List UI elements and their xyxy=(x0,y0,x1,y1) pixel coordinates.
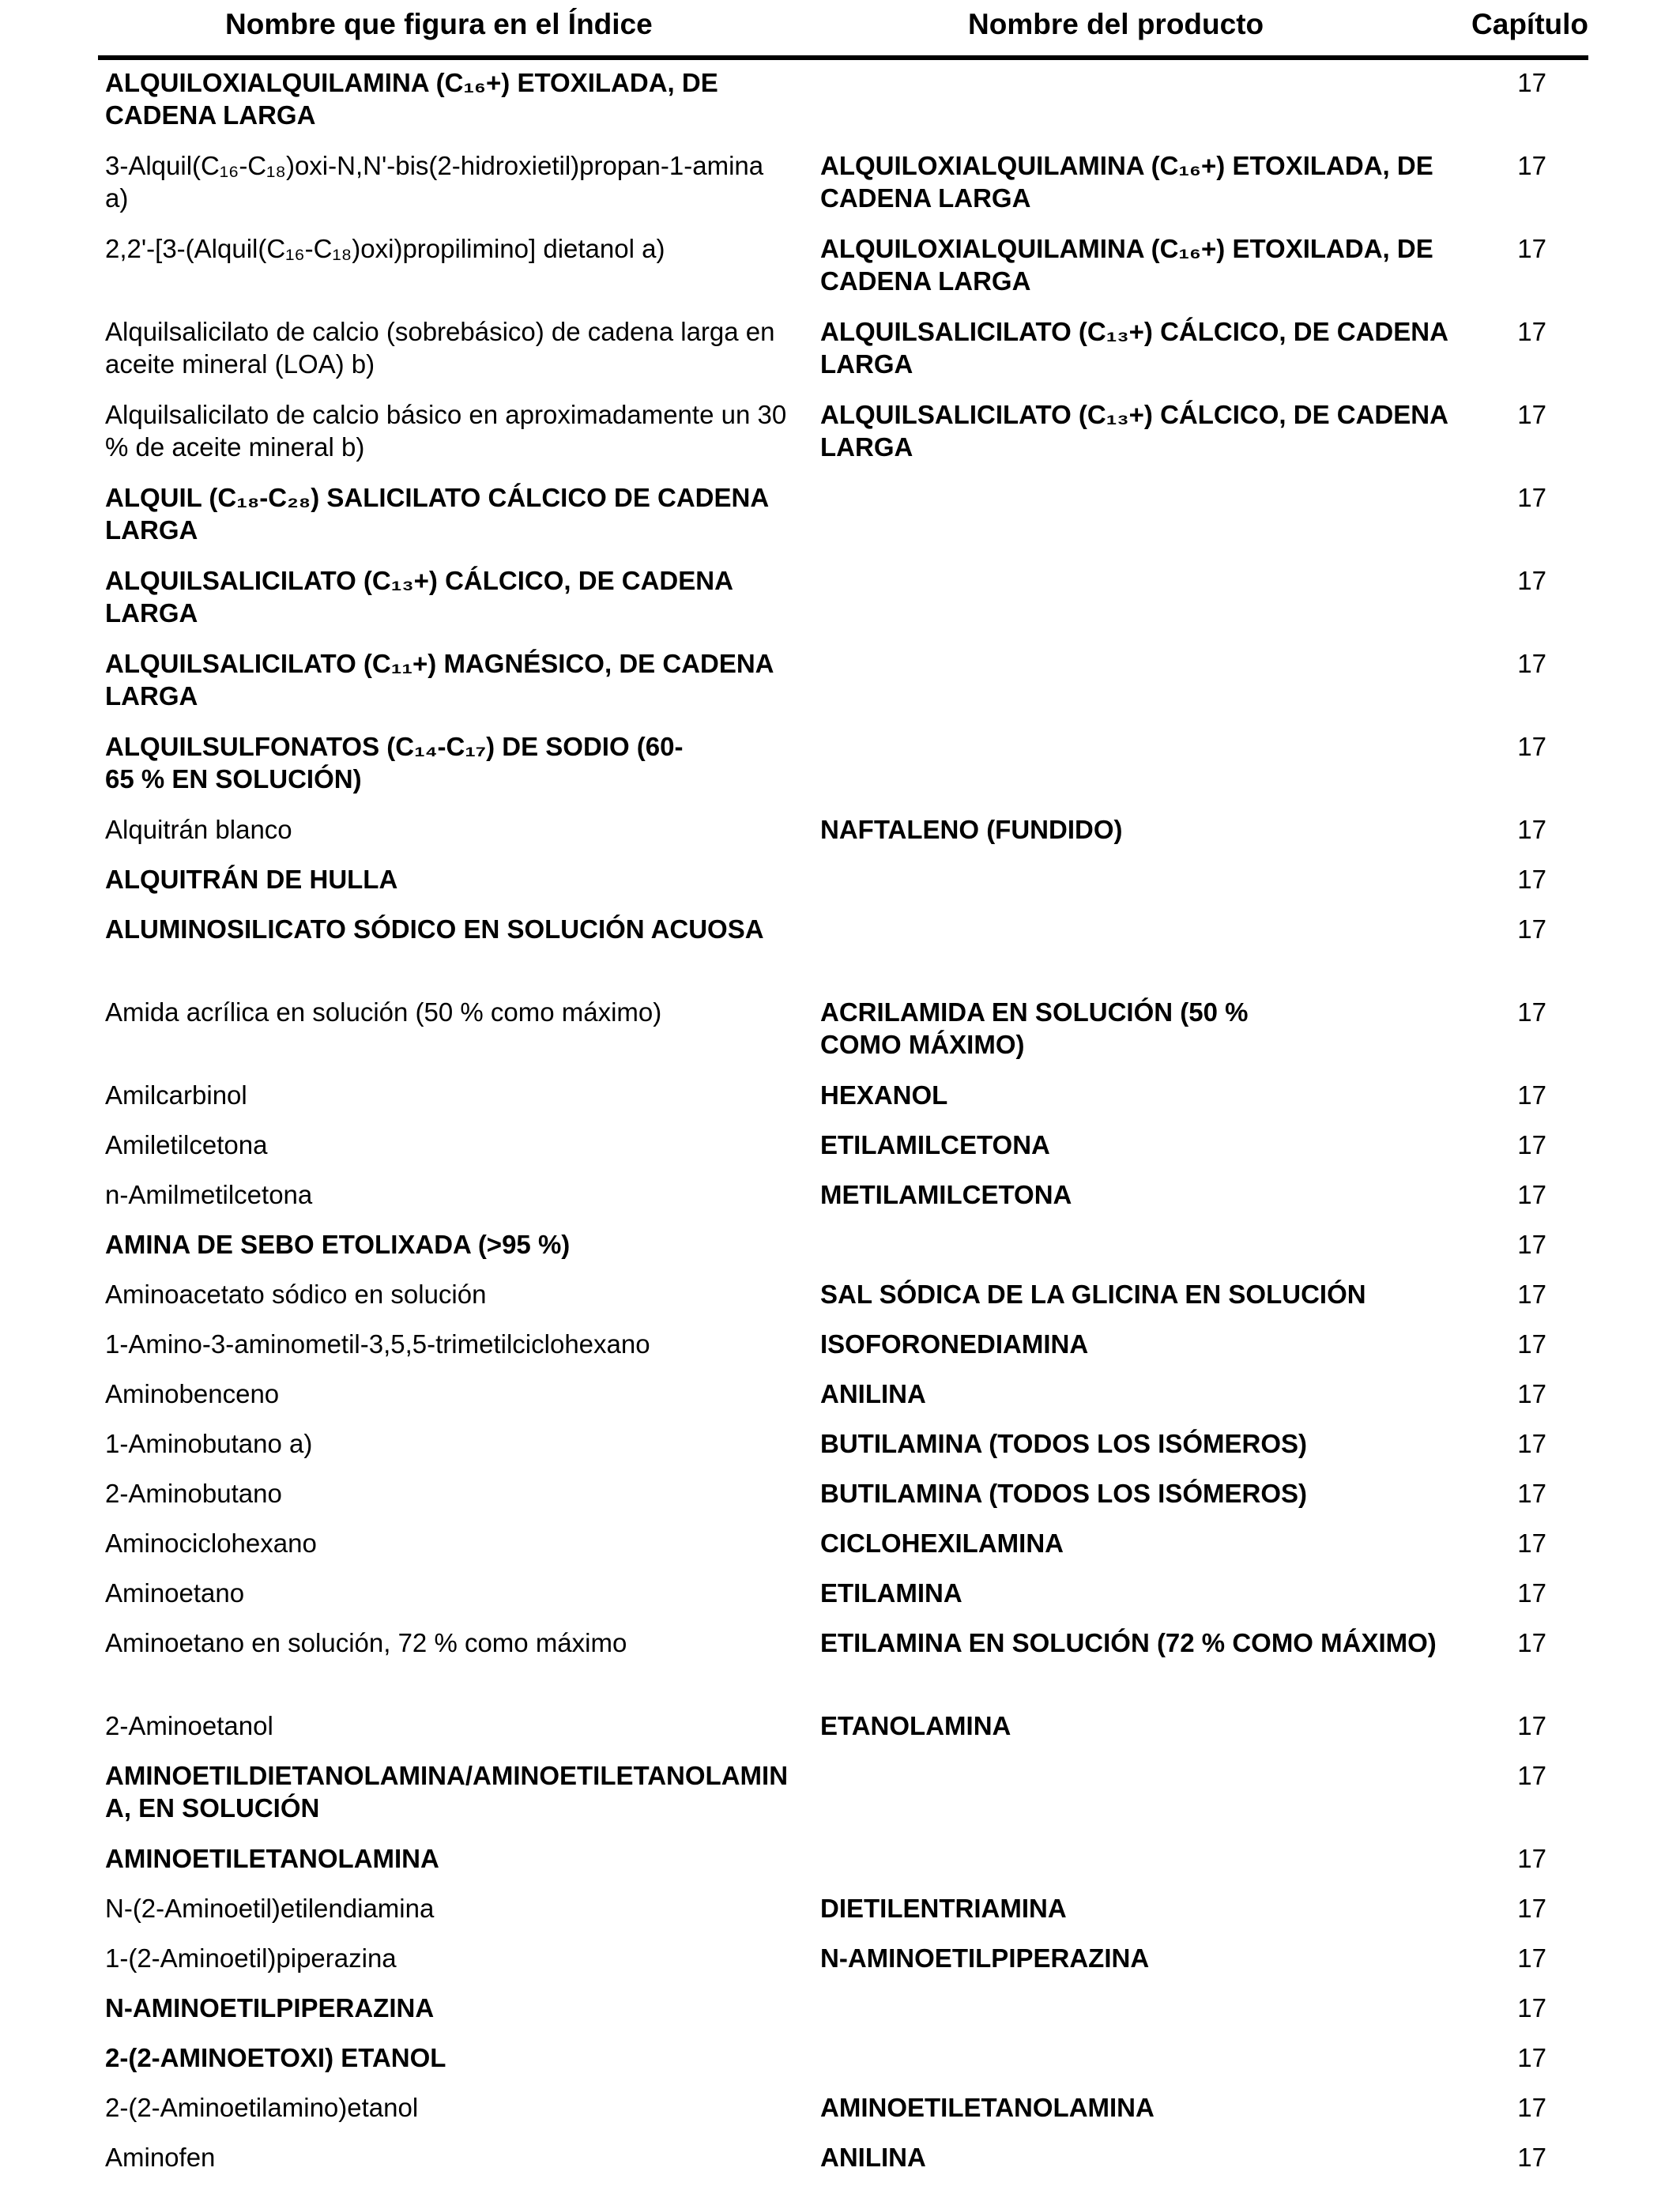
table-row xyxy=(95,1886,1588,1936)
table-row xyxy=(95,1222,1588,1272)
index-name: 2-(2-AMINOETOXI) ETANOL xyxy=(105,2043,446,2072)
table-row xyxy=(95,309,1588,392)
table-row xyxy=(95,1936,1588,1985)
chapter-number: 17 xyxy=(1517,1844,1546,1873)
chapter-number: 17 xyxy=(1517,649,1546,678)
chapter-number: 17 xyxy=(1517,1379,1546,1408)
table-row xyxy=(95,724,1588,807)
index-name: 2-Aminobutano xyxy=(105,1479,282,1508)
table-row xyxy=(95,1703,1588,1753)
table-row xyxy=(95,60,1588,143)
table-row xyxy=(95,2035,1588,2085)
product-name: ALQUILOXIALQUILAMINA (C₁₆+) ETOXILADA, DE CADENA LARGA xyxy=(820,234,1433,296)
table-row xyxy=(95,857,1588,907)
chapter-number: 17 xyxy=(1517,1993,1546,2022)
product-name: SAL SÓDICA DE LA GLICINA EN SOLUCIÓN xyxy=(820,1280,1366,1309)
product-name: ETANOLAMINA xyxy=(820,1711,1011,1740)
chapter-number: 17 xyxy=(1517,1711,1546,1740)
product-name: AMINOETILETANOLAMINA xyxy=(820,2093,1155,2122)
index-name xyxy=(105,66,793,131)
table-row xyxy=(95,1753,1588,1836)
chapter-number: 17 xyxy=(1517,1130,1546,1159)
table-row xyxy=(95,1272,1588,1321)
table-header xyxy=(95,0,1588,55)
product-name: METILAMILCETONA xyxy=(820,1180,1072,1209)
index-name: Aminoetano xyxy=(105,1578,245,1608)
chapter-number: 17 xyxy=(1517,1761,1546,1790)
table-row xyxy=(95,1570,1588,1620)
chapter-number: 17 xyxy=(1517,1943,1546,1973)
index-table xyxy=(95,0,1588,2185)
table-row xyxy=(95,1172,1588,1222)
index-name: AMINA DE SEBO ETOLIXADA (>95 %) xyxy=(105,1230,571,1259)
chapter-number: 17 xyxy=(1517,483,1546,512)
chapter-number: 17 xyxy=(1517,2093,1546,2122)
table-body xyxy=(95,60,1588,2185)
product-name: ETILAMILCETONA xyxy=(820,1130,1050,1159)
product-name: HEXANOL xyxy=(820,1080,948,1110)
table-row xyxy=(95,1122,1588,1172)
chapter-number: 17 xyxy=(1517,1080,1546,1110)
chapter-number: 17 xyxy=(1517,1180,1546,1209)
chapter-number: 17 xyxy=(1517,1429,1546,1458)
product-name: BUTILAMINA (TODOS LOS ISÓMEROS) xyxy=(820,1479,1307,1508)
header-index-name: Nombre que figura en el Índice xyxy=(225,8,653,40)
product-name: ALQUILOXIALQUILAMINA (C₁₆+) ETOXILADA, DE CADENA LARGA xyxy=(820,151,1433,213)
index-name-text: ALQUILOXIALQUILAMINA (C₁₆+) ETOXILADA, DE CADENA LARGA xyxy=(105,68,718,130)
product-name: NAFTALENO (FUNDIDO) xyxy=(820,815,1123,844)
table-row xyxy=(95,2085,1588,2135)
chapter-number: 17 xyxy=(1517,732,1546,761)
table-row xyxy=(95,392,1588,475)
index-name: Aminoetano en solución, 72 % como máximo xyxy=(105,1628,627,1657)
header-product-name: Nombre del producto xyxy=(968,8,1264,40)
header-chapter: Capítulo xyxy=(1471,8,1588,40)
chapter-number: 17 xyxy=(1517,1230,1546,1259)
index-name: ALQUITRÁN DE HULLA xyxy=(105,865,398,894)
table-row xyxy=(95,1985,1588,2035)
product-name: DIETILENTRIAMINA xyxy=(820,1894,1067,1923)
chapter-number: 17 xyxy=(1517,1529,1546,1558)
table-row xyxy=(95,1421,1588,1471)
index-name: 1-Amino-3-aminometil-3,5,5-trimetilciclohexano xyxy=(105,1329,650,1359)
index-name: Alquilsalicilato de calcio básico en aproximadamente un 30 % de aceite mineral b) xyxy=(105,400,787,462)
index-name: Alquilsalicilato de calcio (sobrebásico) de cadena larga en aceite mineral (LOA) b) xyxy=(105,317,775,379)
index-name: Aminociclohexano xyxy=(105,1529,317,1558)
product-name: ISOFORONEDIAMINA xyxy=(820,1329,1089,1359)
index-name: 1-Aminobutano a) xyxy=(105,1429,313,1458)
index-name: ALQUILSALICILATO (C₁₁+) MAGNÉSICO, DE CADENA LARGA xyxy=(105,649,774,711)
chapter-number: 17 xyxy=(1517,1479,1546,1508)
index-name: 2,2'-[3-(Alquil(C₁₆-C₁₈)oxi)propilimino] dietanol a) xyxy=(105,234,665,263)
index-name: Amilcarbinol xyxy=(105,1080,247,1110)
index-name: Amida acrílica en solución (50 % como máximo) xyxy=(105,997,662,1027)
table-row xyxy=(95,226,1588,309)
product-name: N-AMINOETILPIPERAZINA xyxy=(820,1943,1150,1973)
index-name: ALQUILSULFONATOS (C₁₄-C₁₇) DE SODIO (60-65 % EN SOLUCIÓN) xyxy=(105,732,684,794)
chapter-number: 17 xyxy=(1517,566,1546,595)
product-name: ALQUILSALICILATO (C₁₃+) CÁLCICO, DE CADENA LARGA xyxy=(820,400,1448,462)
chapter-number: 17 xyxy=(1517,2043,1546,2072)
index-name: AMINOETILETANOLAMINA xyxy=(105,1844,439,1873)
table-row xyxy=(95,807,1588,857)
chapter-number: 17 xyxy=(1517,1578,1546,1608)
index-name: N-AMINOETILPIPERAZINA xyxy=(105,1993,435,2022)
index-name: Aminoacetato sódico en solución xyxy=(105,1280,487,1309)
index-name: 1-(2-Aminoetil)piperazina xyxy=(105,1943,397,1973)
table-row xyxy=(95,641,1588,724)
table-row xyxy=(95,1521,1588,1570)
chapter-number: 17 xyxy=(1517,1329,1546,1359)
chapter-number: 17 xyxy=(1517,151,1546,180)
product-name: ACRILAMIDA EN SOLUCIÓN (50 % COMO MÁXIMO) xyxy=(820,997,1249,1059)
product-name: ALQUILSALICILATO (C₁₃+) CÁLCICO, DE CADENA LARGA xyxy=(820,317,1448,379)
chapter-number: 17 xyxy=(1517,997,1546,1027)
table-row xyxy=(95,1321,1588,1371)
table-row xyxy=(95,143,1588,226)
product-name: ANILINA xyxy=(820,1379,926,1408)
product-name: CICLOHEXILAMINA xyxy=(820,1529,1064,1558)
index-name: Aminofen xyxy=(105,2143,216,2172)
index-name: Amiletilcetona xyxy=(105,1130,268,1159)
table-row xyxy=(95,1371,1588,1421)
chapter-number: 17 xyxy=(1517,68,1546,97)
product-name: ANILINA xyxy=(820,2143,926,2172)
chapter-number: 17 xyxy=(1517,815,1546,844)
table-row xyxy=(95,558,1588,641)
index-name: Alquitrán blanco xyxy=(105,815,292,844)
table-row xyxy=(95,475,1588,558)
chapter-number: 17 xyxy=(1517,1280,1546,1309)
chapter-number: 17 xyxy=(1517,317,1546,346)
index-name: Aminobenceno xyxy=(105,1379,280,1408)
index-name: 2-Aminoetanol xyxy=(105,1711,273,1740)
product-name: ETILAMINA EN SOLUCIÓN (72 % COMO MÁXIMO) xyxy=(820,1628,1437,1657)
table-row xyxy=(95,1471,1588,1521)
table-row xyxy=(95,990,1588,1072)
table-row xyxy=(95,2135,1588,2185)
chapter-number: 17 xyxy=(1517,1628,1546,1657)
chapter-number: 17 xyxy=(1517,1894,1546,1923)
table-row xyxy=(95,1620,1588,1703)
index-name: 2-(2-Aminoetilamino)etanol xyxy=(105,2093,419,2122)
index-name: AMINOETILDIETANOLAMINA/AMINOETILETANOLAMINA, EN SOLUCIÓN xyxy=(105,1761,789,1823)
product-name: ETILAMINA xyxy=(820,1578,962,1608)
index-name: ALQUIL (C₁₈-C₂₈) SALICILATO CÁLCICO DE CADENA LARGA xyxy=(105,483,768,545)
index-name: ALQUILSALICILATO (C₁₃+) CÁLCICO, DE CADENA LARGA xyxy=(105,566,733,628)
table-row xyxy=(95,907,1588,990)
chapter-number: 17 xyxy=(1517,234,1546,263)
table-row xyxy=(95,1836,1588,1886)
chapter-number: 17 xyxy=(1517,914,1546,944)
product-name: BUTILAMINA (TODOS LOS ISÓMEROS) xyxy=(820,1429,1307,1458)
index-name: N-(2-Aminoetil)etilendiamina xyxy=(105,1894,435,1923)
chapter-number: 17 xyxy=(1517,865,1546,894)
chapter-number: 17 xyxy=(1517,2143,1546,2172)
index-name: n-Amilmetilcetona xyxy=(105,1180,313,1209)
index-name: ALUMINOSILICATO SÓDICO EN SOLUCIÓN ACUOSA xyxy=(105,914,764,944)
table-row xyxy=(95,1072,1588,1122)
index-name: 3-Alquil(C₁₆-C₁₈)oxi-N,N'-bis(2-hidroxietil)propan-1-amina a) xyxy=(105,151,764,213)
chapter-number: 17 xyxy=(1517,400,1546,429)
